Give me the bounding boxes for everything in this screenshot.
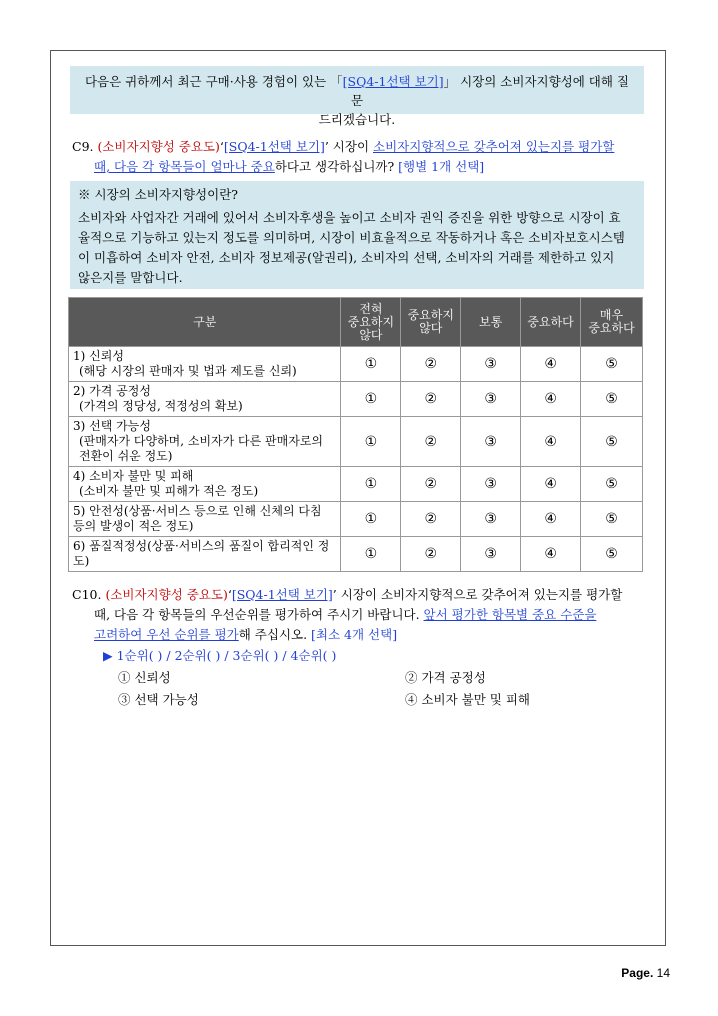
row-title: 6) 품질적정성(상품·서비스의 품질이 합리적인 정도) bbox=[73, 539, 330, 568]
row-description: (소비자 불만 및 피해가 적은 정도) bbox=[79, 484, 259, 498]
header-category: 구분 bbox=[69, 298, 341, 347]
rating-option-2[interactable]: ② bbox=[401, 467, 461, 502]
intro-box bbox=[70, 66, 644, 127]
header-not-important: 중요하지 않다 bbox=[401, 298, 461, 347]
question-emphasis-2: 때, 다음 각 항목들이 얼마나 중요 bbox=[94, 159, 275, 174]
rating-option-5[interactable]: ⑤ bbox=[581, 347, 643, 382]
question-c9 bbox=[72, 137, 657, 177]
rating-option-3[interactable]: ③ bbox=[461, 417, 521, 467]
sq4-link[interactable]: [SQ4-1선택 보기] bbox=[223, 139, 325, 154]
row-title: 5) 안전성(상품·서비스 등으로 인해 신체의 다침 등의 발생이 적은 정도) bbox=[73, 504, 322, 533]
row-label bbox=[69, 347, 341, 382]
header-important: 중요하다 bbox=[521, 298, 581, 347]
quote-open: ‘ bbox=[219, 139, 224, 154]
question-instruction: [최소 4개 선택] bbox=[311, 627, 398, 642]
page-footer bbox=[621, 966, 670, 980]
intro-text-tail: 」 시장의 소비자지향성에 대해 질문 bbox=[350, 74, 629, 108]
definition-title: ※ 시장의 소비자지향성이란? bbox=[78, 187, 238, 202]
question-emphasis: 소비자지향적으로 갖추어져 있는지를 평가할 bbox=[373, 139, 615, 154]
question-tag: (소비자지향성 중요도) bbox=[105, 587, 228, 602]
header-very-important: 매우 중요하다 bbox=[581, 298, 643, 347]
rating-option-4[interactable]: ④ bbox=[521, 417, 581, 467]
rating-option-1[interactable]: ① bbox=[341, 537, 401, 572]
rating-option-2[interactable]: ② bbox=[401, 417, 461, 467]
definition-line: 않은지를 말합니다. bbox=[78, 270, 183, 285]
row-title: 1) 신뢰성 bbox=[73, 349, 124, 363]
option-trust[interactable]: ① 신뢰성 bbox=[118, 670, 171, 685]
rating-option-5[interactable]: ⑤ bbox=[581, 502, 643, 537]
ranking-input-line[interactable]: ▶ 1순위( ) / 2순위( ) / 3순위( ) / 4순위( ) bbox=[103, 648, 337, 663]
row-label bbox=[69, 382, 341, 417]
rating-option-2[interactable]: ② bbox=[401, 347, 461, 382]
rating-option-5[interactable]: ⑤ bbox=[581, 467, 643, 502]
intro-text: 다음은 귀하께서 최근 구매·사용 경험이 있는 「 bbox=[84, 74, 343, 89]
rating-option-1[interactable]: ① bbox=[341, 382, 401, 417]
sq4-link[interactable]: [SQ4-1선택 보기] bbox=[231, 587, 333, 602]
table-row bbox=[69, 467, 643, 502]
header-neutral: 보통 bbox=[461, 298, 521, 347]
table-row bbox=[69, 537, 643, 572]
row-description: (판매자가 다양하며, 소비자가 다른 판매자로의 전환이 쉬운 정도) bbox=[79, 434, 324, 463]
rating-option-2[interactable]: ② bbox=[401, 382, 461, 417]
definition-line: 이 미흡하여 소비자 안전, 소비자 정보제공(알권리), 소비자의 선택, 소비자의 거래를 제한하고 있지 bbox=[78, 250, 615, 265]
row-label bbox=[69, 502, 341, 537]
rating-option-5[interactable]: ⑤ bbox=[581, 382, 643, 417]
question-emphasis-2: 고려하여 우선 순위를 평가 bbox=[94, 627, 239, 642]
intro-line2: 드리겠습니다. bbox=[318, 112, 396, 127]
question-c10 bbox=[72, 585, 657, 645]
page-number: 14 bbox=[656, 966, 670, 980]
rating-option-3[interactable]: ③ bbox=[461, 537, 521, 572]
row-label bbox=[69, 417, 341, 467]
question-text-2: 하다고 생각하십니까? bbox=[274, 159, 399, 174]
question-number: C9. bbox=[72, 139, 94, 154]
table-row bbox=[69, 382, 643, 417]
rating-option-2[interactable]: ② bbox=[401, 537, 461, 572]
row-label bbox=[69, 467, 341, 502]
row-title: 2) 가격 공정성 bbox=[73, 384, 151, 398]
sq4-link[interactable]: [SQ4-1선택 보기] bbox=[342, 74, 444, 89]
header-not-at-all-important: 전혀 중요하지 않다 bbox=[341, 298, 401, 347]
option-choice[interactable]: ③ 선택 가능성 bbox=[118, 692, 199, 707]
rating-option-4[interactable]: ④ bbox=[521, 502, 581, 537]
definition-body bbox=[78, 208, 634, 288]
question-text: ’ 시장이 bbox=[324, 139, 373, 154]
quote-open: ‘ bbox=[227, 587, 232, 602]
question-emphasis: 앞서 평가한 항목별 중요 수준을 bbox=[423, 607, 597, 622]
rating-option-2[interactable]: ② bbox=[401, 502, 461, 537]
rating-option-1[interactable]: ① bbox=[341, 347, 401, 382]
page-label: Page. bbox=[621, 966, 654, 980]
table-row bbox=[69, 347, 643, 382]
rating-option-5[interactable]: ⑤ bbox=[581, 417, 643, 467]
question-text-2: 때, 다음 각 항목들의 우선순위를 평가하여 주시기 바랍니다. bbox=[94, 607, 424, 622]
option-complaints[interactable]: ④ 소비자 불만 및 피해 bbox=[405, 692, 530, 707]
table-row bbox=[69, 502, 643, 537]
intro-line1 bbox=[80, 72, 634, 110]
rating-option-1[interactable]: ① bbox=[341, 467, 401, 502]
question-tag: (소비자지향성 중요도) bbox=[97, 139, 220, 154]
question-number: C10. bbox=[72, 587, 102, 602]
rating-option-3[interactable]: ③ bbox=[461, 382, 521, 417]
row-description: (가격의 정당성, 적정성의 확보) bbox=[79, 399, 243, 413]
table-row bbox=[69, 417, 643, 467]
question-instruction: [행별 1개 선택] bbox=[398, 159, 485, 174]
row-description: (해당 시장의 판매자 및 법과 제도를 신뢰) bbox=[79, 364, 297, 378]
rating-option-5[interactable]: ⑤ bbox=[581, 537, 643, 572]
rating-option-4[interactable]: ④ bbox=[521, 347, 581, 382]
definition-box bbox=[70, 181, 644, 289]
rating-option-3[interactable]: ③ bbox=[461, 467, 521, 502]
rating-option-4[interactable]: ④ bbox=[521, 467, 581, 502]
row-title: 3) 선택 가능성 bbox=[73, 419, 151, 433]
row-label bbox=[69, 537, 341, 572]
table-header-row bbox=[69, 298, 643, 347]
rating-option-1[interactable]: ① bbox=[341, 502, 401, 537]
definition-line: 소비자와 사업자간 거래에 있어서 소비자후생을 높이고 소비자 권익 증진을 위한 방향으로 시장이 효 bbox=[78, 210, 621, 225]
rating-option-4[interactable]: ④ bbox=[521, 382, 581, 417]
row-title: 4) 소비자 불만 및 피해 bbox=[73, 469, 194, 483]
rating-option-1[interactable]: ① bbox=[341, 417, 401, 467]
question-text-3: 해 주십시오. bbox=[238, 627, 312, 642]
rating-option-3[interactable]: ③ bbox=[461, 347, 521, 382]
rating-option-3[interactable]: ③ bbox=[461, 502, 521, 537]
rating-option-4[interactable]: ④ bbox=[521, 537, 581, 572]
rating-table bbox=[68, 297, 643, 572]
definition-line: 율적으로 기능하고 있는지 정도를 의미하며, 시장이 비효율적으로 작동하거나 혹은 소비자보호시스템 bbox=[78, 230, 625, 245]
option-price-fairness[interactable]: ② 가격 공정성 bbox=[405, 670, 486, 685]
question-text: ’ 시장이 소비자지향적으로 갖추어져 있는지를 평가할 bbox=[332, 587, 623, 602]
